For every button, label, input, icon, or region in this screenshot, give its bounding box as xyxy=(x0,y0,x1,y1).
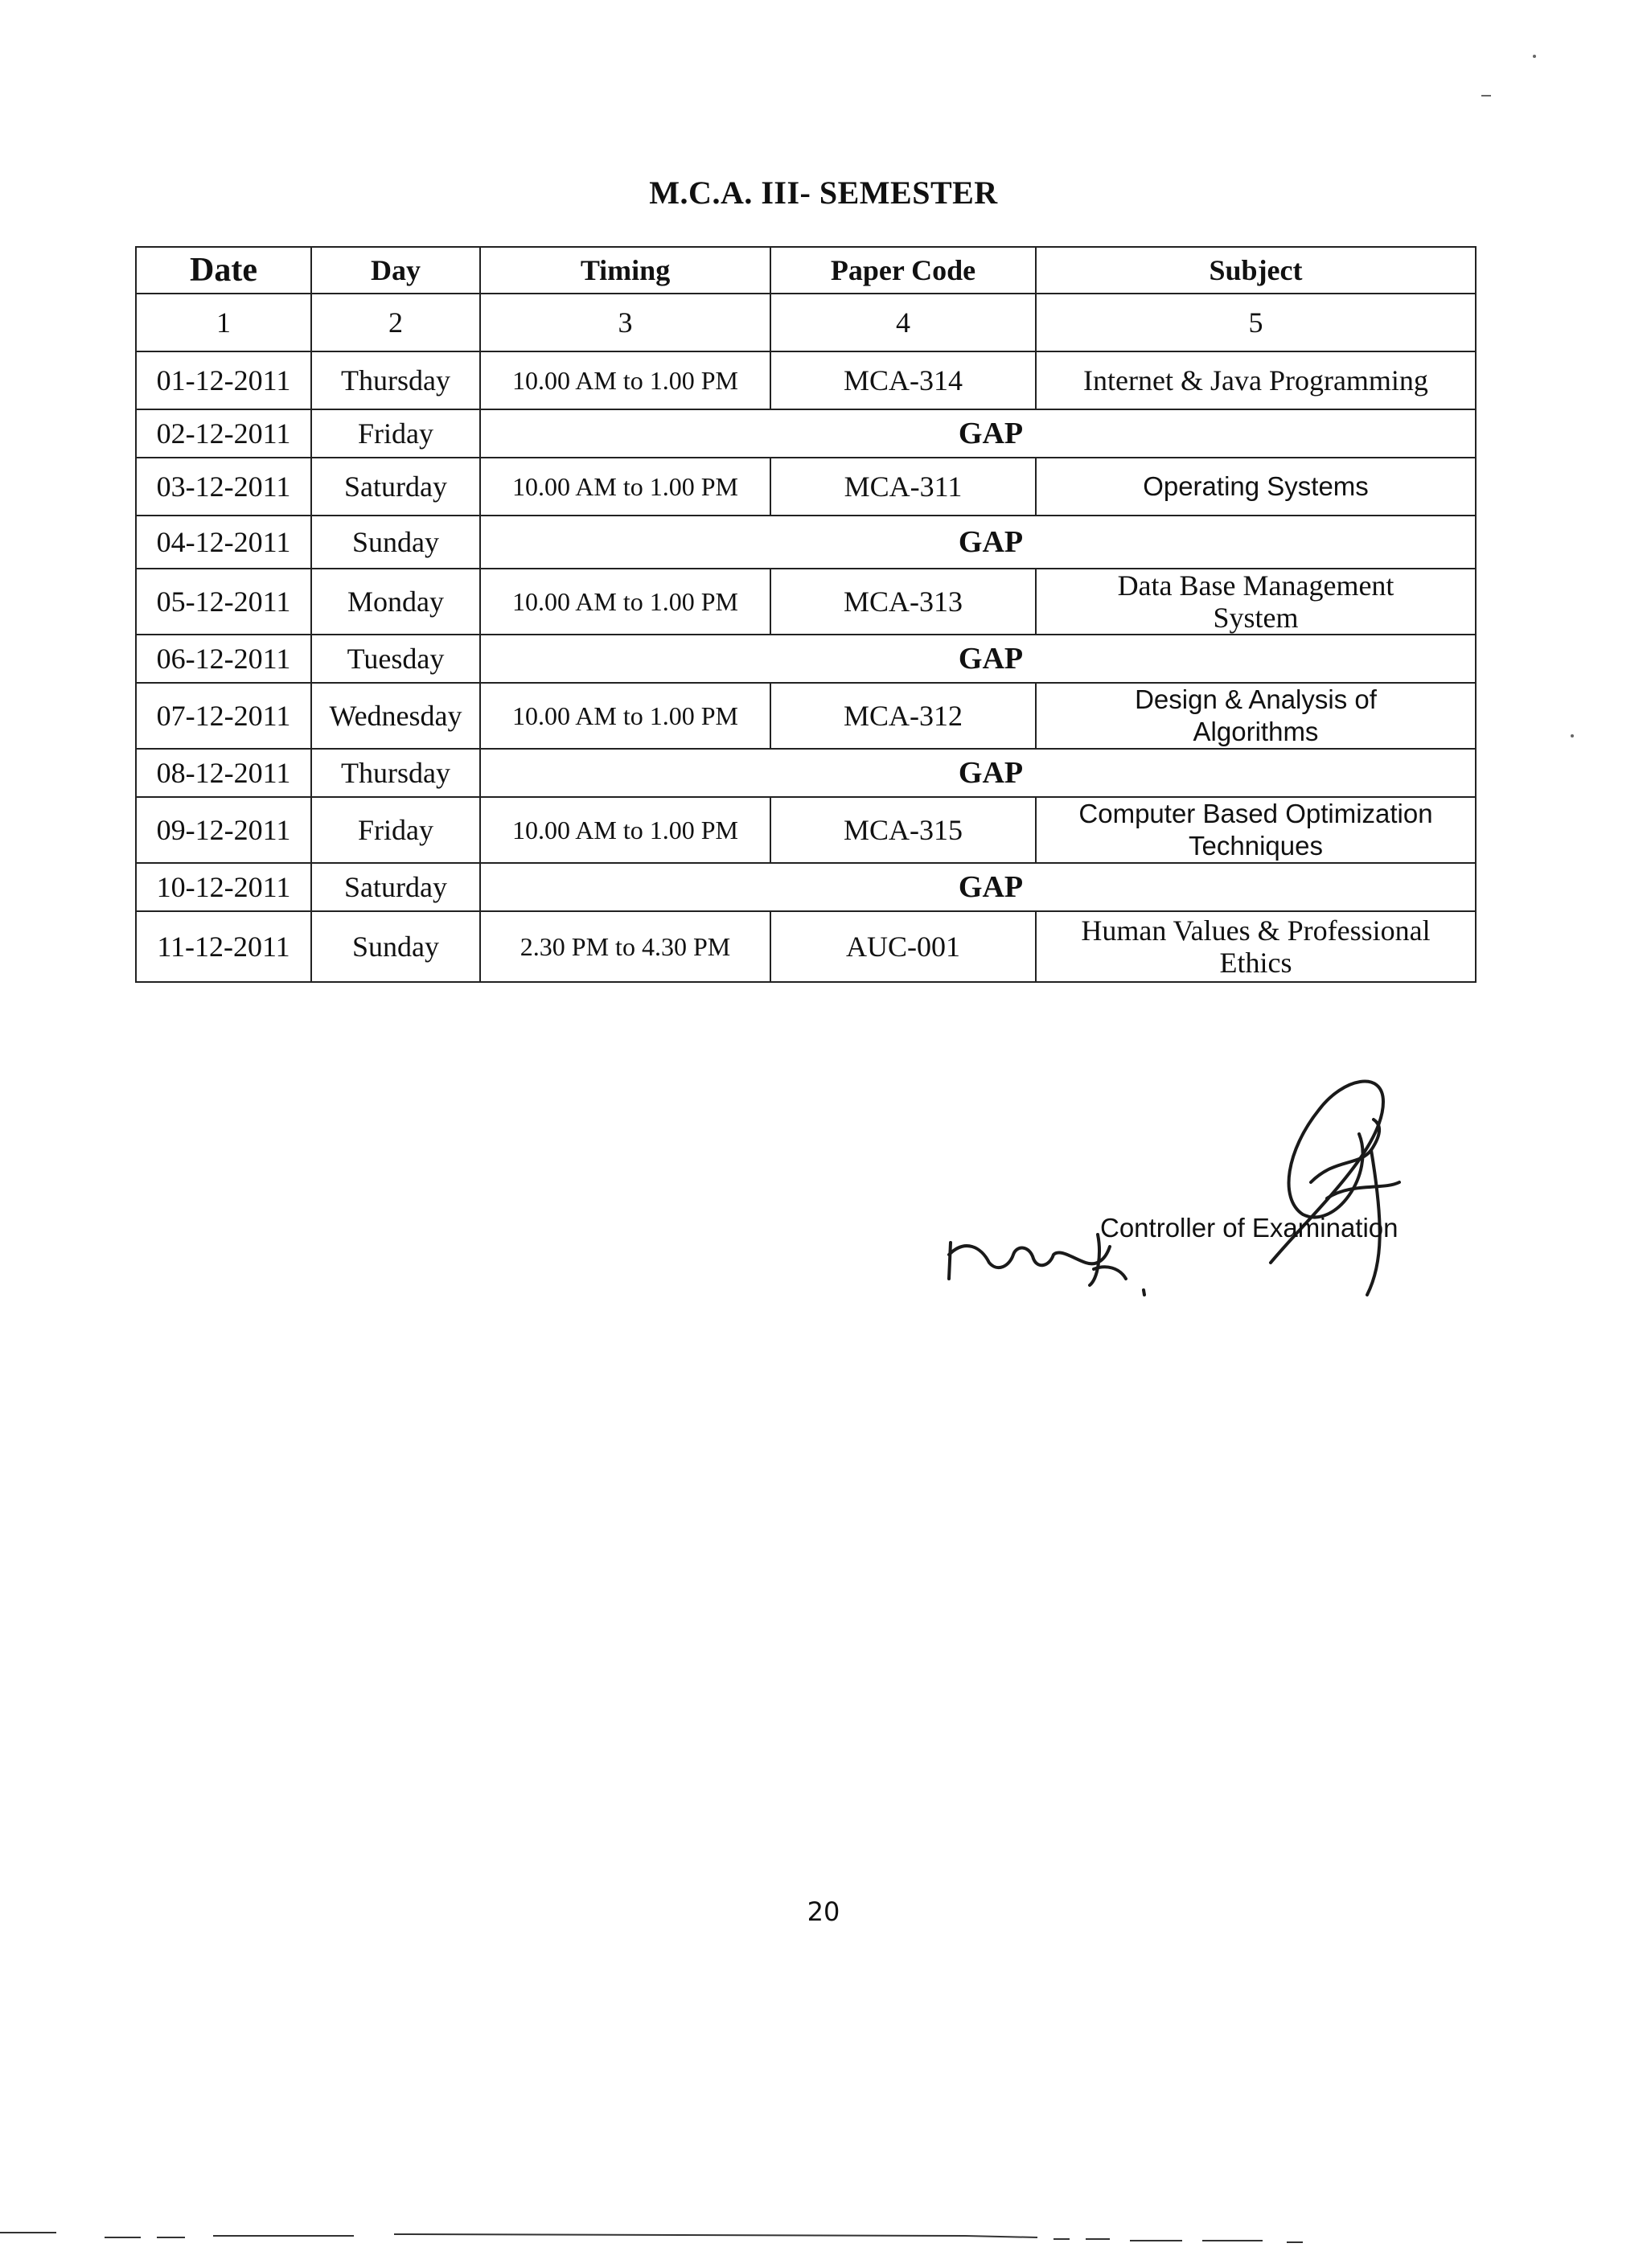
date-cell: 03-12-2011 xyxy=(136,458,311,516)
scan-edge-line xyxy=(0,2228,1647,2260)
date-cell: 05-12-2011 xyxy=(136,569,311,635)
date-cell: 11-12-2011 xyxy=(136,911,311,982)
day-cell: Saturday xyxy=(311,458,480,516)
column-number: 5 xyxy=(1036,294,1476,351)
timing-cell: 10.00 AM to 1.00 PM xyxy=(480,797,770,863)
gap-cell: GAP xyxy=(480,635,1476,683)
timing-cell: 10.00 AM to 1.00 PM xyxy=(480,458,770,516)
subject-line: Algorithms xyxy=(1193,717,1319,746)
subject-cell xyxy=(1036,911,1476,982)
gap-cell: GAP xyxy=(480,409,1476,458)
table-row xyxy=(136,797,1476,863)
header-paper-code: Paper Code xyxy=(770,247,1036,294)
day-cell: Sunday xyxy=(311,516,480,569)
scan-specks xyxy=(0,0,1647,804)
column-number: 1 xyxy=(136,294,311,351)
date-cell: 01-12-2011 xyxy=(136,351,311,409)
page-number: 20 xyxy=(807,1896,840,1927)
paper-code-cell: MCA-312 xyxy=(770,683,1036,749)
timing-cell: 2.30 PM to 4.30 PM xyxy=(480,911,770,982)
day-cell: Sunday xyxy=(311,911,480,982)
subject-cell: Internet & Java Programming xyxy=(1036,351,1476,409)
date-cell: 07-12-2011 xyxy=(136,683,311,749)
column-number: 2 xyxy=(311,294,480,351)
date-cell: 09-12-2011 xyxy=(136,797,311,863)
date-cell: 06-12-2011 xyxy=(136,635,311,683)
date-cell: 08-12-2011 xyxy=(136,749,311,797)
date-cell: 10-12-2011 xyxy=(136,863,311,911)
subject-cell: Operating Systems xyxy=(1036,458,1476,516)
paper-code-cell: MCA-311 xyxy=(770,458,1036,516)
subject-line: Data Base Management xyxy=(1117,569,1394,602)
header-timing: Timing xyxy=(480,247,770,294)
timing-cell: 10.00 AM to 1.00 PM xyxy=(480,683,770,749)
date-cell: 04-12-2011 xyxy=(136,516,311,569)
signature-caption: Controller of Examination xyxy=(1100,1213,1399,1243)
subject-line: Design & Analysis of xyxy=(1135,684,1377,714)
timing-cell: 10.00 AM to 1.00 PM xyxy=(480,569,770,635)
day-cell: Friday xyxy=(311,797,480,863)
paper-code-cell: MCA-315 xyxy=(770,797,1036,863)
gap-cell: GAP xyxy=(480,516,1476,569)
day-cell: Saturday xyxy=(311,863,480,911)
subject-cell xyxy=(1036,797,1476,863)
column-number: 3 xyxy=(480,294,770,351)
day-cell: Wednesday xyxy=(311,683,480,749)
gap-cell: GAP xyxy=(480,749,1476,797)
subject-line: Human Values & Professional xyxy=(1081,914,1431,947)
subject-line: Computer Based Optimization xyxy=(1078,799,1433,828)
paper-code-cell: AUC-001 xyxy=(770,911,1036,982)
subject-line: Techniques xyxy=(1189,831,1323,861)
paper-code-cell: MCA-314 xyxy=(770,351,1036,409)
subject-line: Ethics xyxy=(1219,947,1292,979)
timing-cell: 10.00 AM to 1.00 PM xyxy=(480,351,770,409)
day-cell: Friday xyxy=(311,409,480,458)
header-subject: Subject xyxy=(1036,247,1476,294)
signature-icon xyxy=(933,1062,1448,1303)
table-row xyxy=(136,911,1476,982)
subject-line: System xyxy=(1213,602,1299,634)
day-cell: Thursday xyxy=(311,351,480,409)
day-cell: Monday xyxy=(311,569,480,635)
day-cell: Tuesday xyxy=(311,635,480,683)
header-date: Date xyxy=(136,247,311,294)
date-cell: 02-12-2011 xyxy=(136,409,311,458)
table-row xyxy=(136,863,1476,911)
paper-code-cell: MCA-313 xyxy=(770,569,1036,635)
column-number: 4 xyxy=(770,294,1036,351)
header-day: Day xyxy=(311,247,480,294)
page-heading: M.C.A. III- SEMESTER xyxy=(649,175,998,211)
day-cell: Thursday xyxy=(311,749,480,797)
gap-cell: GAP xyxy=(480,863,1476,911)
